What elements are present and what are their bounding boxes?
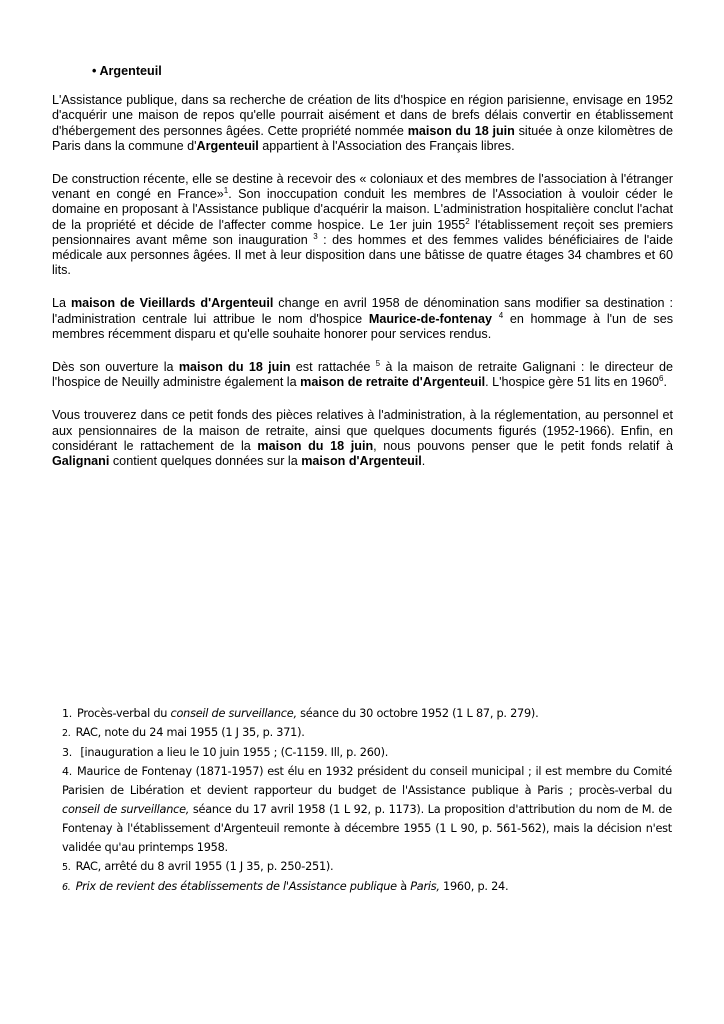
footnote-reference[interactable]: 6	[659, 374, 664, 384]
document-body	[52, 64, 673, 487]
footnote-number: 1.	[62, 707, 72, 720]
text-run: . Son inoccupation conduit les membres de l'Association à vouloir céder le domaine en proposant à l'Assistance publique d'acquérir la maison. L'administration hospitalière conclut l'achat de la propriété et décide de l'affecter comme hospice. Le 1er juin 1955	[52, 187, 674, 232]
text-run: , nous pouvons penser que le petit fonds relatif à	[373, 438, 673, 453]
footnotes	[62, 704, 672, 897]
footnote-reference[interactable]: 2	[465, 216, 470, 226]
text-run: située à onze kilomètres de Paris dans la commune d'	[52, 123, 673, 153]
footnote-number: 6.	[62, 882, 71, 893]
section-heading: • Argenteuil	[92, 64, 162, 78]
text-run: Vous trouverez dans ce petit fonds des pièces relatives à l'administration, à la réglementation, au personnel et aux pensionnaires de la maison de retraite, ainsi que quelques documents figurés (1952-1966). Enfin, en considérant le rattachement de la	[52, 408, 673, 453]
italic-text: Prix de revient des établissements de l'Assistance publique	[75, 880, 397, 893]
bold-text: Maurice-de-fontenay	[368, 311, 493, 326]
text-run: .	[421, 454, 426, 469]
text-run: Maurice de Fontenay (1871-1957) est élu en 1932 président du conseil municipal ; il est membre du Comité Parisien de Libération et devient rapporteur du budget de l'Assistance publique à Paris ; procès-verbal du	[62, 765, 672, 797]
paragraph	[52, 296, 673, 342]
bold-text: maison de retraite d'Argenteuil	[300, 375, 486, 390]
text-run: 1960, p. 24.	[439, 880, 509, 893]
text-run: l'établissement reçoit ses premiers pensionnaires avant même son inauguration	[52, 217, 674, 247]
text-run: à la maison de retraite Galignani : le directeur de l'hospice de Neuilly administre également la	[52, 360, 673, 390]
bold-text: maison du 18 juin	[257, 438, 374, 453]
paragraphs	[52, 93, 673, 469]
bold-text: maison du 18 juin	[178, 360, 291, 375]
footnote	[62, 743, 672, 762]
paragraph	[52, 93, 673, 154]
text-run: Dès son ouverture la	[52, 360, 179, 375]
footnote	[62, 877, 672, 897]
footnote-number: 5.	[62, 862, 71, 873]
paragraph	[52, 172, 673, 278]
text-run: RAC, arrêté du 8 avril 1955 (1 J 35, p. 250-251).	[75, 860, 334, 873]
text-run: De construction récente, elle se destine à recevoir des « coloniaux et des membres de l'association à l'étranger venant en congé en France»	[52, 172, 673, 202]
italic-text: conseil de surveillance,	[62, 803, 190, 816]
footnote-number: 2.	[62, 728, 71, 739]
footnote-number: 4.	[62, 765, 72, 778]
text-run: contient quelques données sur la	[109, 454, 302, 469]
text-run: : des hommes et des femmes valides bénéficiaires de l'aide médicale aux personnes âgées. Il met à leur disposition dans une bâtisse de quatre étages 34 chambres et 60 lits.	[52, 232, 673, 278]
text-run: L'Assistance publique, dans sa recherche de création de lits d'hospice en région parisienne, envisage en 1952 d'acquérir une maison de repos qu'elle pourrait aisément et dans de brefs délais convertir en établissement d'hébergement des personnes âgées. Cette propriété nommée	[52, 93, 673, 138]
italic-text: conseil de surveillance,	[170, 707, 297, 720]
footnote-reference[interactable]: 1	[223, 186, 229, 196]
footnote-reference[interactable]: 4	[498, 310, 504, 320]
italic-text: Paris,	[410, 880, 440, 893]
footnote-reference[interactable]: 5	[375, 359, 381, 369]
text-run: à	[396, 880, 411, 893]
text-run: La	[52, 296, 71, 311]
text-run: . L'hospice gère 51 lits en 1960	[485, 375, 660, 390]
text-run: change en avril 1958 de dénomination sans modifier sa destination : l'administration centrale lui attribue le nom d'hospice	[52, 296, 673, 326]
bold-text: maison d'Argenteuil	[301, 454, 422, 469]
text-run: séance du 17 avril 1958 (1 L 92, p. 1173). La proposition d'attribution du nom de M. de Fontenay à l'établissement d'Argenteuil remonte à décembre 1955 (1 L 90, p. 561-562), mais la décision n'est validée qu'au printemps 1958.	[62, 803, 672, 854]
footnote	[62, 704, 672, 723]
text-run: [inauguration a lieu le 10 juin 1955 ; (C-1159. Ill, p. 260).	[77, 746, 389, 759]
bold-text: Galignani	[52, 454, 110, 469]
bold-text: maison de Vieillards d'Argenteuil	[70, 296, 274, 311]
bold-text: Argenteuil	[196, 138, 259, 153]
text-run: Procès-verbal du	[77, 707, 171, 720]
text-run	[492, 312, 499, 326]
paragraph	[52, 408, 673, 469]
bold-text: maison du 18 juin	[407, 123, 515, 138]
paragraph	[52, 360, 673, 390]
footnote	[62, 723, 672, 743]
text-run: .	[663, 375, 667, 390]
text-run: séance du 30 octobre 1952 (1 L 87, p. 279).	[296, 707, 539, 720]
footnote	[62, 857, 672, 877]
footnote	[62, 762, 672, 857]
text-run: est rattachée	[290, 360, 376, 375]
text-run: appartient à l'Association des Français libres.	[258, 138, 515, 153]
footnote-number: 3.	[62, 746, 72, 759]
text-run: en hommage à l'un de ses membres récemment disparu et qu'elle souhaite honorer pour services rendus.	[52, 311, 674, 341]
text-run: RAC, note du 24 mai 1955 (1 J 35, p. 371).	[75, 726, 305, 739]
footnote-reference[interactable]: 3	[313, 231, 318, 241]
